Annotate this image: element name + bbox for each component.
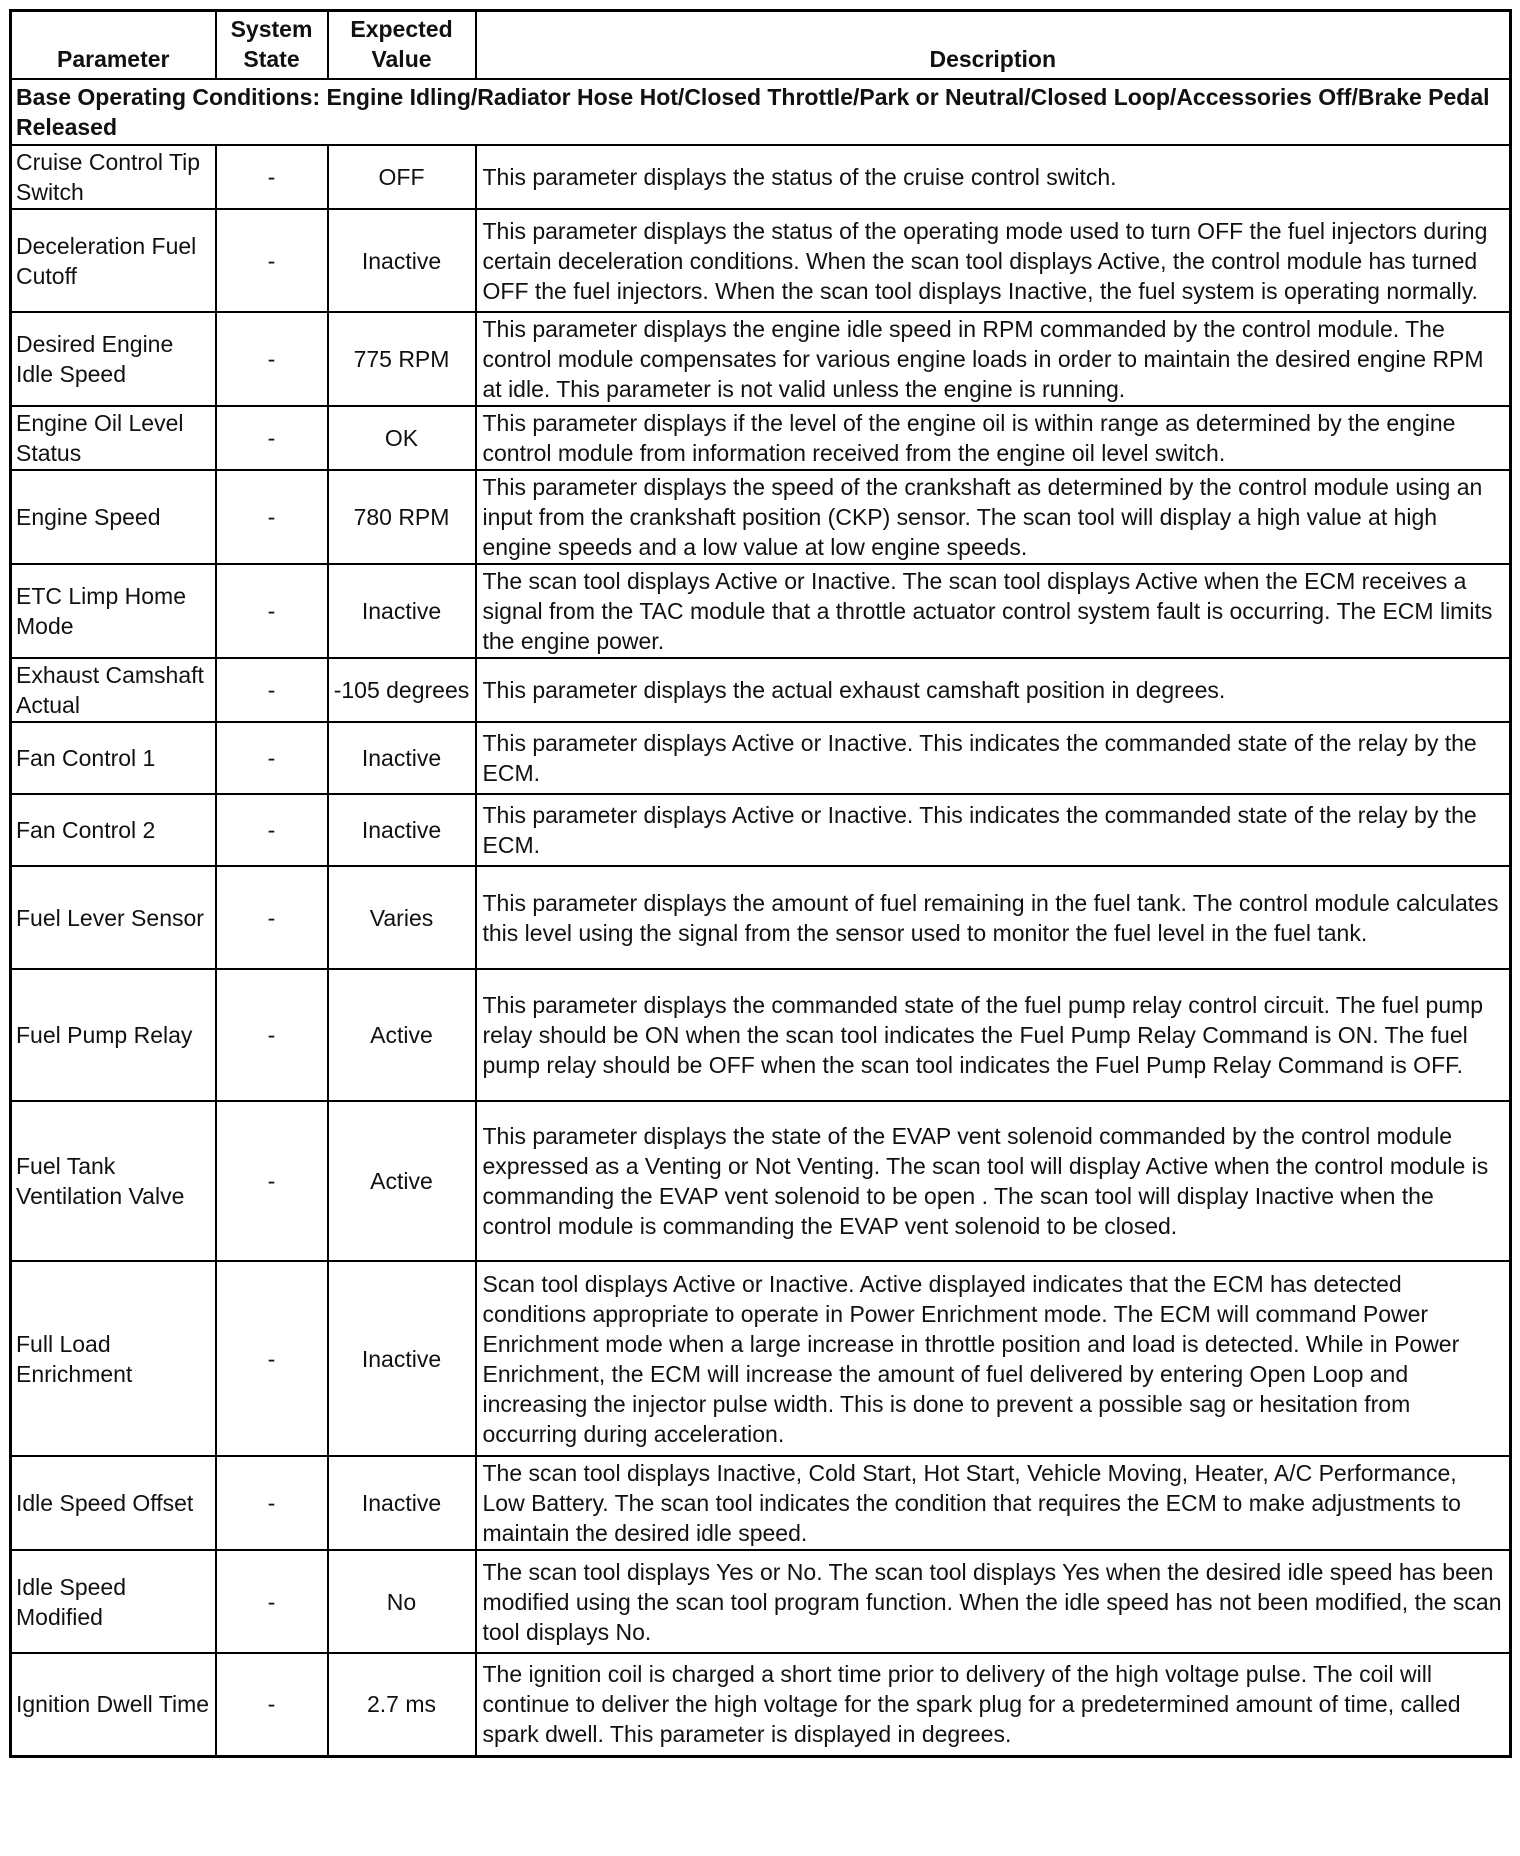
table-row	[11, 470, 1511, 564]
description-cell: This parameter displays Active or Inactive. This indicates the commanded state of the relay by the ECM.	[476, 722, 1511, 794]
table-row	[11, 145, 1511, 209]
header-system-state	[216, 11, 328, 80]
table-row	[11, 1653, 1511, 1756]
description-cell: This parameter displays the speed of the crankshaft as determined by the control module using an input from the crankshaft position (CKP) sensor. The scan tool will display a high value at high engine speeds and a low value at low engine speeds.	[476, 470, 1511, 564]
system-state-cell: -	[216, 470, 328, 564]
expected-value-cell: Active	[328, 969, 476, 1101]
description-cell: This parameter displays the commanded state of the fuel pump relay control circuit. The fuel pump relay should be ON when the scan tool indicates the Fuel Pump Relay Command is ON. The fuel pump relay should be OFF when the scan tool indicates the Fuel Pump Relay Command is OFF.	[476, 969, 1511, 1101]
parameter-cell: Fuel Lever Sensor	[11, 866, 216, 969]
table-row	[11, 722, 1511, 794]
description-cell: This parameter displays the actual exhaust camshaft position in degrees.	[476, 658, 1511, 722]
system-state-cell: -	[216, 658, 328, 722]
table-row	[11, 209, 1511, 312]
parameter-cell: Ignition Dwell Time	[11, 1653, 216, 1756]
expected-value-cell: 2.7 ms	[328, 1653, 476, 1756]
description-cell: This parameter displays the amount of fuel remaining in the fuel tank. The control module calculates this level using the signal from the sensor used to monitor the fuel level in the fuel tank.	[476, 866, 1511, 969]
expected-value-cell: Varies	[328, 866, 476, 969]
document-page	[9, 9, 1509, 1758]
parameter-cell: Idle Speed Modified	[11, 1550, 216, 1653]
system-state-cell: -	[216, 1456, 328, 1550]
parameter-cell: Exhaust Camshaft Actual	[11, 658, 216, 722]
table-row	[11, 1101, 1511, 1261]
section-title: Base Operating Conditions: Engine Idling/Radiator Hose Hot/Closed Throttle/Park or Neutral/Closed Loop/Accessories Off/Brake Pedal Released	[11, 79, 1511, 145]
description-cell: Scan tool displays Active or Inactive. Active displayed indicates that the ECM has detected conditions appropriate to operate in Power Enrichment mode. The ECM will command Power Enrichment mode when a large increase in throttle position and load is detected. While in Power Enrichment, the ECM will increase the amount of fuel delivered by entering Open Loop and increasing the injector pulse width. This is done to prevent a possible sag or hesitation from occurring during acceleration.	[476, 1261, 1511, 1456]
parameter-cell: ETC Limp Home Mode	[11, 564, 216, 658]
header-system-state-line2: State	[243, 46, 300, 72]
system-state-cell: -	[216, 1261, 328, 1456]
header-expected-value-line2: Value	[371, 46, 432, 72]
parameter-cell: Fuel Tank Ventilation Valve	[11, 1101, 216, 1261]
description-cell: This parameter displays the state of the EVAP vent solenoid commanded by the control module expressed as a Venting or Not Venting. The scan tool will display Active when the control module is commanding the EVAP vent solenoid to be open . The scan tool will display Inactive when the control module is commanding the EVAP vent solenoid to be closed.	[476, 1101, 1511, 1261]
parameter-cell: Deceleration Fuel Cutoff	[11, 209, 216, 312]
section-row	[11, 79, 1511, 145]
system-state-cell: -	[216, 969, 328, 1101]
parameter-cell: Desired Engine Idle Speed	[11, 312, 216, 406]
parameter-cell: Fan Control 2	[11, 794, 216, 866]
table-row	[11, 564, 1511, 658]
table-row	[11, 312, 1511, 406]
description-cell: This parameter displays the status of the cruise control switch.	[476, 145, 1511, 209]
table-body	[11, 79, 1511, 1756]
table-header-row	[11, 11, 1511, 80]
parameter-cell: Engine Speed	[11, 470, 216, 564]
description-cell: This parameter displays if the level of the engine oil is within range as determined by the engine control module from information received from the engine oil level switch.	[476, 406, 1511, 470]
expected-value-cell: -105 degrees	[328, 658, 476, 722]
header-expected-value	[328, 11, 476, 80]
parameter-cell: Idle Speed Offset	[11, 1456, 216, 1550]
system-state-cell: -	[216, 145, 328, 209]
table-row	[11, 969, 1511, 1101]
system-state-cell: -	[216, 794, 328, 866]
table-row	[11, 1456, 1511, 1550]
system-state-cell: -	[216, 564, 328, 658]
description-cell: This parameter displays the engine idle speed in RPM commanded by the control module. The control module compensates for various engine loads in order to maintain the desired engine RPM at idle. This parameter is not valid unless the engine is running.	[476, 312, 1511, 406]
system-state-cell: -	[216, 1101, 328, 1261]
expected-value-cell: Inactive	[328, 564, 476, 658]
parameter-cell: Fan Control 1	[11, 722, 216, 794]
system-state-cell: -	[216, 209, 328, 312]
parameter-table	[9, 9, 1512, 1758]
parameter-cell: Engine Oil Level Status	[11, 406, 216, 470]
description-cell: The scan tool displays Inactive, Cold Start, Hot Start, Vehicle Moving, Heater, A/C Performance, Low Battery. The scan tool indicates the condition that requires the ECM to make adjustments to maintain the desired idle speed.	[476, 1456, 1511, 1550]
expected-value-cell: 780 RPM	[328, 470, 476, 564]
header-parameter: Parameter	[11, 11, 216, 80]
header-expected-value-line1: Expected	[350, 16, 453, 42]
header-system-state-line1: System	[230, 16, 313, 42]
expected-value-cell: Active	[328, 1101, 476, 1261]
description-cell: This parameter displays Active or Inactive. This indicates the commanded state of the relay by the ECM.	[476, 794, 1511, 866]
expected-value-cell: Inactive	[328, 209, 476, 312]
parameter-cell: Full Load Enrichment	[11, 1261, 216, 1456]
header-description: Description	[476, 11, 1511, 80]
system-state-cell: -	[216, 1550, 328, 1653]
table-row	[11, 658, 1511, 722]
description-cell: The scan tool displays Yes or No. The scan tool displays Yes when the desired idle speed has been modified using the scan tool program function. When the idle speed has not been modified, the scan tool displays No.	[476, 1550, 1511, 1653]
expected-value-cell: 775 RPM	[328, 312, 476, 406]
system-state-cell: -	[216, 406, 328, 470]
parameter-cell: Cruise Control Tip Switch	[11, 145, 216, 209]
system-state-cell: -	[216, 722, 328, 794]
expected-value-cell: Inactive	[328, 722, 476, 794]
system-state-cell: -	[216, 1653, 328, 1756]
system-state-cell: -	[216, 866, 328, 969]
expected-value-cell: Inactive	[328, 1261, 476, 1456]
table-row	[11, 1550, 1511, 1653]
expected-value-cell: OFF	[328, 145, 476, 209]
expected-value-cell: Inactive	[328, 1456, 476, 1550]
parameter-cell: Fuel Pump Relay	[11, 969, 216, 1101]
table-row	[11, 406, 1511, 470]
table-row	[11, 1261, 1511, 1456]
description-cell: The ignition coil is charged a short time prior to delivery of the high voltage pulse. The coil will continue to deliver the high voltage for the spark plug for a predetermined amount of time, called spark dwell. This parameter is displayed in degrees.	[476, 1653, 1511, 1756]
table-row	[11, 794, 1511, 866]
description-cell: This parameter displays the status of the operating mode used to turn OFF the fuel injectors during certain deceleration conditions. When the scan tool displays Active, the control module has turned OFF the fuel injectors. When the scan tool displays Inactive, the fuel system is operating normally.	[476, 209, 1511, 312]
table-row	[11, 866, 1511, 969]
expected-value-cell: No	[328, 1550, 476, 1653]
expected-value-cell: Inactive	[328, 794, 476, 866]
expected-value-cell: OK	[328, 406, 476, 470]
system-state-cell: -	[216, 312, 328, 406]
description-cell: The scan tool displays Active or Inactive. The scan tool displays Active when the ECM receives a signal from the TAC module that a throttle actuator control system fault is occurring. The ECM limits the engine power.	[476, 564, 1511, 658]
